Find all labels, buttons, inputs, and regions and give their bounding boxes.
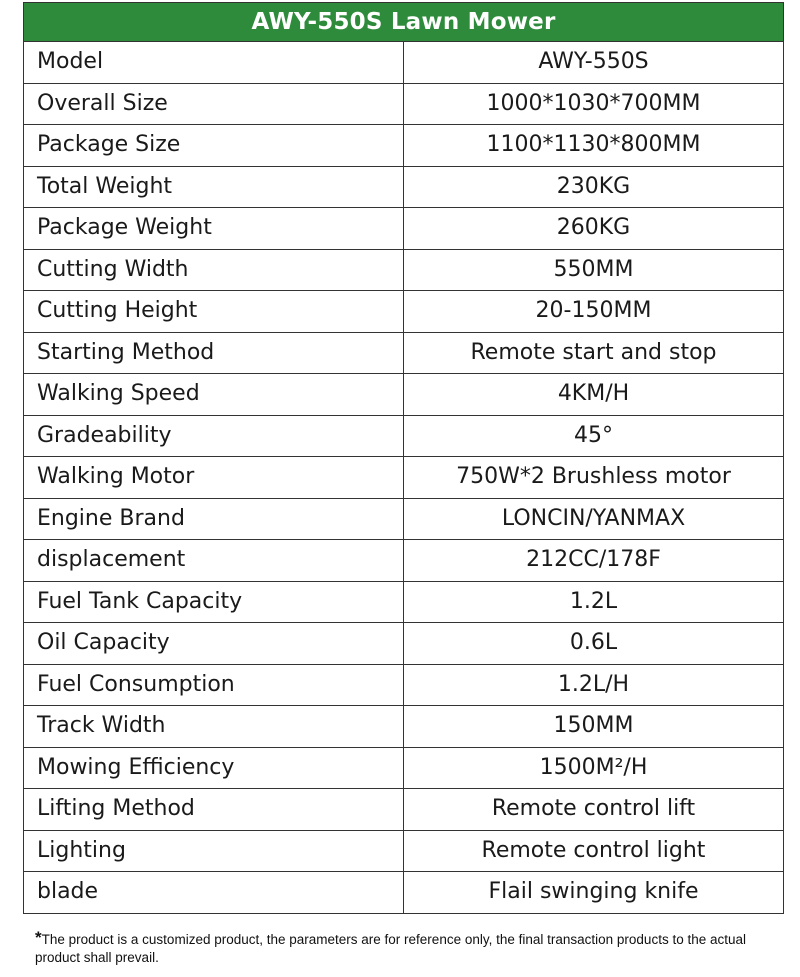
- spec-label: Cutting Width: [24, 249, 404, 291]
- spec-value: 1000*1030*700MM: [404, 83, 784, 125]
- table-row: [24, 747, 784, 789]
- spec-value: 1100*1130*800MM: [404, 125, 784, 167]
- spec-label: displacement: [24, 540, 404, 582]
- spec-label: Track Width: [24, 706, 404, 748]
- footnote-marker: *: [35, 928, 42, 947]
- spec-value: 150MM: [404, 706, 784, 748]
- spec-label: Fuel Consumption: [24, 664, 404, 706]
- spec-label: Walking Speed: [24, 374, 404, 416]
- spec-table: [23, 2, 784, 914]
- spec-value: 212CC/178F: [404, 540, 784, 582]
- spec-value: 20-150MM: [404, 291, 784, 333]
- table-row: [24, 166, 784, 208]
- spec-value: 1500M²/H: [404, 747, 784, 789]
- table-row: [24, 664, 784, 706]
- spec-value: 1.2L/H: [404, 664, 784, 706]
- table-row: [24, 623, 784, 665]
- table-row: [24, 415, 784, 457]
- spec-value: 230KG: [404, 166, 784, 208]
- spec-value: 260KG: [404, 208, 784, 250]
- table-row: [24, 789, 784, 831]
- footnote-text: The product is a customized product, the parameters are for reference only, the final transaction products to the actual product shall prevail.: [35, 932, 746, 965]
- spec-value: Remote start and stop: [404, 332, 784, 374]
- table-row: [24, 291, 784, 333]
- spec-value: Remote control lift: [404, 789, 784, 831]
- spec-label: Fuel Tank Capacity: [24, 581, 404, 623]
- table-row: [24, 83, 784, 125]
- spec-label: Overall Size: [24, 83, 404, 125]
- spec-value: LONCIN/YANMAX: [404, 498, 784, 540]
- spec-table-header: [24, 3, 784, 42]
- spec-value: 0.6L: [404, 623, 784, 665]
- spec-label: Package Weight: [24, 208, 404, 250]
- table-row: [24, 581, 784, 623]
- spec-value: 4KM/H: [404, 374, 784, 416]
- table-row: [24, 42, 784, 84]
- spec-value: 550MM: [404, 249, 784, 291]
- spec-label: blade: [24, 872, 404, 914]
- spec-label: Gradeability: [24, 415, 404, 457]
- table-row: [24, 208, 784, 250]
- table-row: [24, 125, 784, 167]
- spec-label: Mowing Efficiency: [24, 747, 404, 789]
- spec-label: Lighting: [24, 830, 404, 872]
- table-row: [24, 498, 784, 540]
- footnote: [35, 928, 775, 967]
- spec-label: Package Size: [24, 125, 404, 167]
- spec-value: Flail swinging knife: [404, 872, 784, 914]
- spec-label: Walking Motor: [24, 457, 404, 499]
- table-row: [24, 540, 784, 582]
- table-row: [24, 249, 784, 291]
- table-row: [24, 872, 784, 914]
- spec-label: Lifting Method: [24, 789, 404, 831]
- table-title: AWY-550S Lawn Mower: [24, 3, 784, 42]
- spec-label: Total Weight: [24, 166, 404, 208]
- spec-label: Cutting Height: [24, 291, 404, 333]
- table-row: [24, 706, 784, 748]
- title-row: [24, 3, 784, 42]
- table-row: [24, 830, 784, 872]
- spec-label: Model: [24, 42, 404, 84]
- spec-value: 750W*2 Brushless motor: [404, 457, 784, 499]
- spec-label: Engine Brand: [24, 498, 404, 540]
- spec-table-body: [24, 42, 784, 914]
- spec-label: Oil Capacity: [24, 623, 404, 665]
- table-row: [24, 457, 784, 499]
- table-row: [24, 374, 784, 416]
- spec-value: Remote control light: [404, 830, 784, 872]
- spec-value: 1.2L: [404, 581, 784, 623]
- spec-value: AWY-550S: [404, 42, 784, 84]
- spec-value: 45°: [404, 415, 784, 457]
- spec-label: Starting Method: [24, 332, 404, 374]
- table-row: [24, 332, 784, 374]
